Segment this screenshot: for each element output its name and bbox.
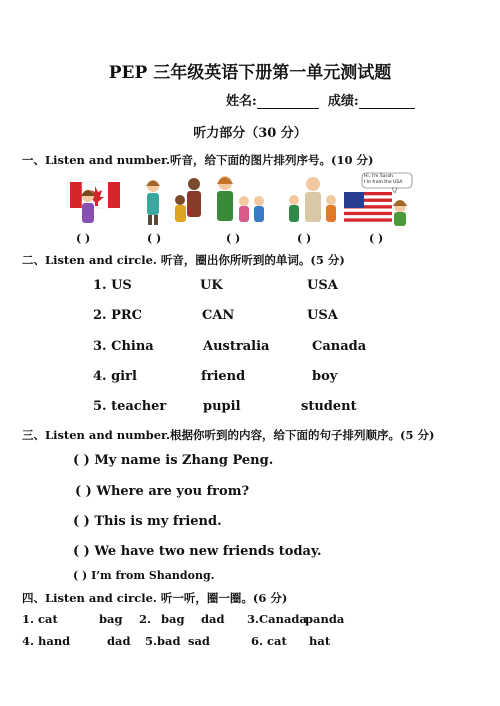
s2-row4-col2[interactable]: friend [201,369,246,384]
section2-heading: 二、Listen and circle. 听音，圈出你所听到的单词。(5 分) [22,253,345,267]
s4-row1-word6[interactable]: panda [305,612,345,626]
s4-row2-word5[interactable]: 6. cat [251,634,287,648]
picture-man-with-children [286,176,338,226]
speech-bubble-line1: Hi, I'm Sarah. [364,174,395,179]
picture-teacher-with-children [208,174,270,226]
s2-row2-col2[interactable]: CAN [202,308,235,323]
s2-row1-col3[interactable]: USA [307,278,338,293]
name-blank[interactable] [257,95,319,109]
name-score-bar [226,90,415,109]
s2-row5-col3[interactable]: student [301,399,357,414]
s2-row5-col1[interactable]: 5. teacher [93,399,167,414]
blank-5[interactable]: ( ) [369,232,384,245]
s2-row2-col3[interactable]: USA [307,308,338,323]
s4-row1-word2[interactable]: bag [99,612,123,626]
s4-row2-word3[interactable]: 5.bad [145,634,181,648]
s4-row2-word1[interactable]: 4. hand [22,634,71,648]
s4-row1-word3[interactable]: bag [161,612,185,626]
s4-row1-word4[interactable]: dad [201,612,225,626]
s2-row5-col2[interactable]: pupil [203,399,241,414]
picture-sarah-usa-flag [340,172,414,228]
speech-bubble-line2: I'm from the USA [364,180,403,185]
blank-1[interactable]: ( ) [76,232,91,245]
page-title: PEP 三年级英语下册第一单元测试题 [108,63,392,83]
s4-row2-word4[interactable]: sad [188,634,210,648]
s2-row3-col3[interactable]: Canada [312,339,367,354]
blank-3[interactable]: ( ) [226,232,241,245]
s4-row2-word6[interactable]: hat [309,634,331,648]
section4-heading: 四、Listen and circle. 听一听，圈一圈。(6 分) [22,591,288,605]
s2-row4-col3[interactable]: boy [312,369,338,384]
s3-sentence-1[interactable]: ( ) My name is Zhang Peng. [73,453,274,468]
section1-heading: 一、Listen and number.听音，给下面的图片排列序号。(10 分) [22,153,374,167]
s2-row3-col1[interactable]: 3. China [93,339,154,354]
blank-2[interactable]: ( ) [147,232,162,245]
s2-row4-col1[interactable]: 4. girl [93,369,137,384]
picture-girl-canada-flag [68,176,130,226]
s3-sentence-4[interactable]: ( ) We have two new friends today. [73,544,322,559]
s2-row1-col2[interactable]: UK [200,278,223,293]
s2-row1-col1[interactable]: 1. US [93,278,132,293]
s3-sentence-3[interactable]: ( ) This is my friend. [73,514,222,529]
name-label: 姓名: [226,94,257,109]
s3-sentence-5[interactable]: ( ) I’m from Shandong. [73,569,215,582]
score-blank[interactable] [359,95,415,109]
s4-row1-num2: 2. [139,612,152,626]
s2-row2-col1[interactable]: 2. PRC [93,308,143,323]
s2-row3-col2[interactable]: Australia [203,339,270,354]
s4-row1-word1[interactable]: 1. cat [22,612,58,626]
s4-row1-word5[interactable]: 3.Canada [247,612,307,626]
listening-part-heading: 听力部分（30 分） [193,126,307,141]
section3-heading: 三、Listen and number.根据你听到的内容，给下面的句子排列顺序。(5 分) [22,428,435,442]
blank-4[interactable]: ( ) [297,232,312,245]
picture-adult-and-child [170,176,206,226]
s3-sentence-2[interactable]: ( ) Where are you from? [75,484,250,499]
score-label: 成绩: [327,94,359,109]
s4-row2-word2[interactable]: dad [107,634,131,648]
picture-girl-teal [140,178,166,226]
